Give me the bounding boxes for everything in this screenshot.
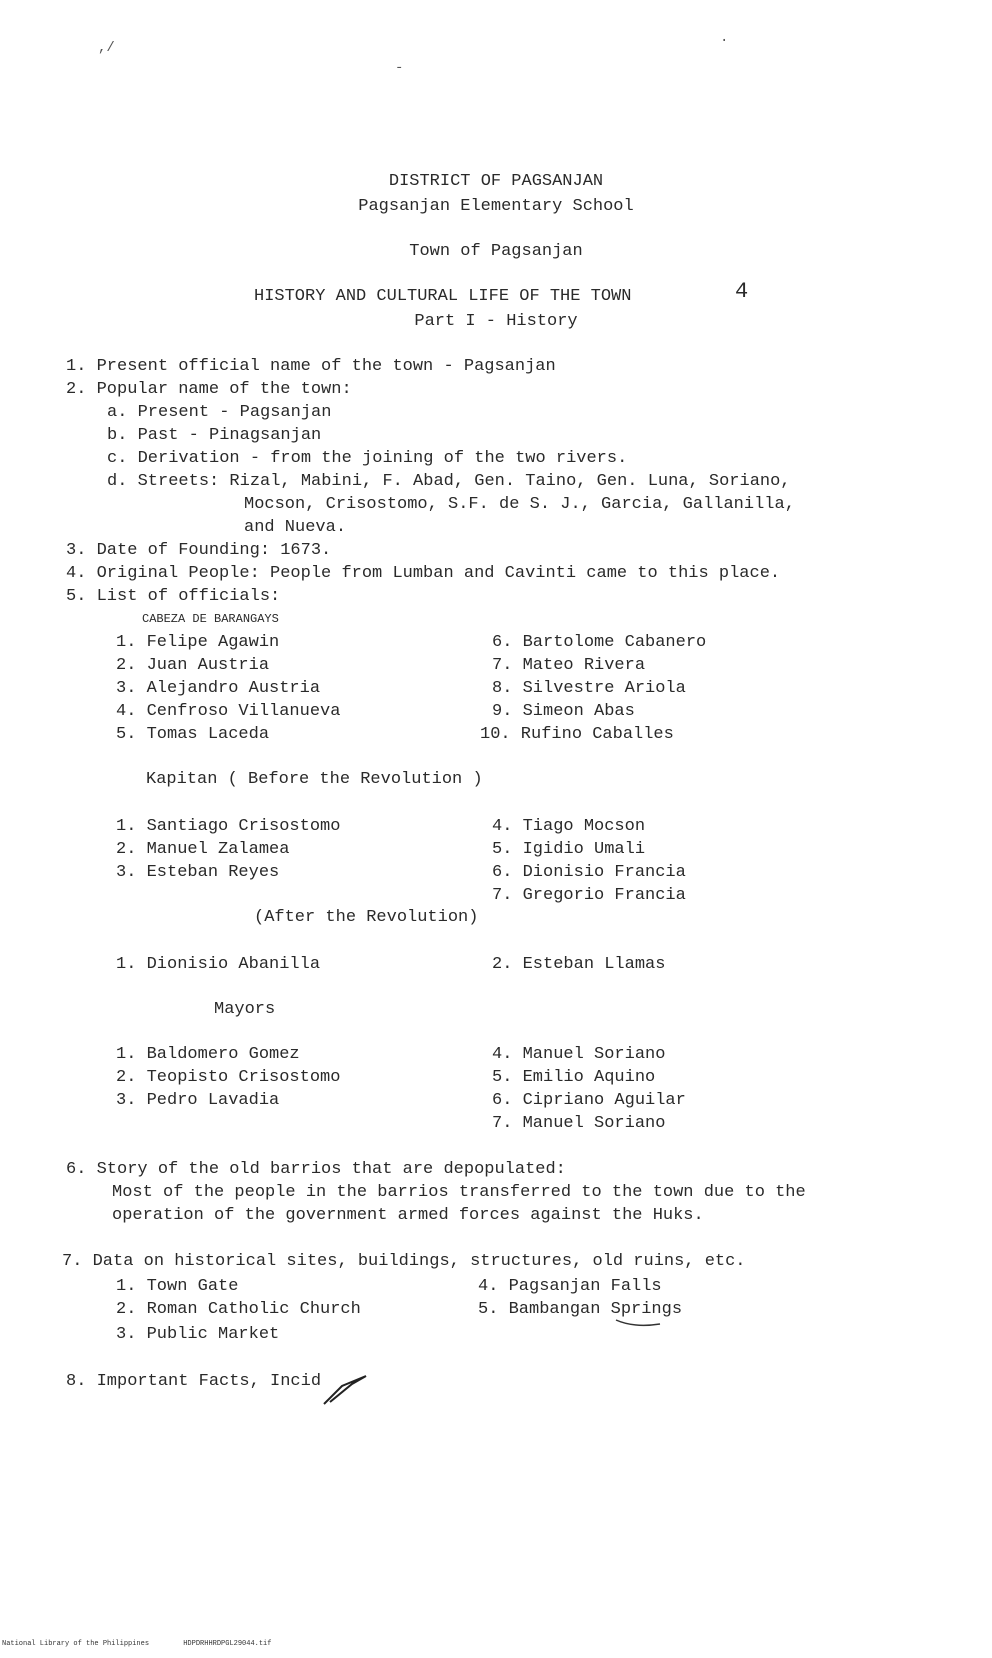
stray-mark: - [395, 60, 404, 76]
part-title: Part I - History [414, 312, 578, 331]
section-8-heading: 8. Important Facts, Incid [66, 1372, 322, 1391]
item-3: 3. Date of Founding: 1673. [66, 541, 332, 560]
stray-mark: ,/ [98, 40, 115, 56]
archive-footer [2, 1640, 301, 1648]
item-5: 5. List of officials: [66, 587, 281, 606]
item-2: 2. Popular name of the town: [66, 380, 352, 399]
stray-mark: . [720, 30, 729, 46]
cabeza-left-item: 2. Juan Austria [116, 656, 270, 675]
kapitan-left-item: 3. Esteban Reyes [116, 863, 280, 882]
cabeza-left-item: 1. Felipe Agawin [116, 633, 280, 652]
site-left-item: 1. Town Gate [116, 1277, 239, 1296]
kapitan-right-item: 4. Tiago Mocson [492, 817, 646, 836]
cabeza-left-item: 5. Tomas Laceda [116, 725, 270, 744]
district-title: DISTRICT OF PAGSANJAN [388, 172, 604, 191]
cabeza-right-item: 6. Bartolome Cabanero [492, 633, 707, 652]
page-number-mark: 4 [735, 279, 749, 304]
kapitan-left-item: 1. Santiago Crisostomo [116, 817, 341, 836]
item-4: 4. Original People: People from Lumban and Cavinti came to this place. [66, 564, 781, 583]
kapitan-left-item: 2. Manuel Zalamea [116, 840, 290, 859]
section-6-text: operation of the government armed forces against the Huks. [112, 1206, 704, 1225]
library-credit: National Library of the Philippines [2, 1640, 150, 1648]
item-2b: b. Past - Pinagsanjan [107, 426, 322, 445]
site-left-item: 2. Roman Catholic Church [116, 1300, 361, 1319]
school-name: Pagsanjan Elementary School [358, 197, 634, 216]
site-left-item: 3. Public Market [116, 1325, 280, 1344]
mayor-left-item: 3. Pedro Lavadia [116, 1091, 280, 1110]
mayor-right-item: 6. Cipriano Aguilar [492, 1091, 686, 1110]
cabeza-right-item: 9. Simeon Abas [492, 702, 635, 721]
item-1: 1. Present official name of the town - Pagsanjan [66, 357, 556, 376]
pen-scribble [322, 1368, 372, 1408]
mayor-left-item: 2. Teopisto Crisostomo [116, 1068, 341, 1087]
after-revolution-right-item: 2. Esteban Llamas [492, 955, 666, 974]
file-name: HDPDRHHRDPGL29044.tif [183, 1640, 272, 1648]
section-6-heading: 6. Story of the old barrios that are depopulated: [66, 1160, 566, 1179]
site-right-item: 5. Bambangan Springs [478, 1300, 683, 1319]
pen-scribble [614, 1310, 664, 1330]
kapitan-right-item: 6. Dionisio Francia [492, 863, 686, 882]
cabeza-heading: CABEZA DE BARANGAYS [142, 612, 279, 626]
kapitan-heading: Kapitan ( Before the Revolution ) [146, 770, 483, 789]
mayor-right-item: 7. Manuel Soriano [492, 1114, 666, 1133]
document-title: HISTORY AND CULTURAL LIFE OF THE TOWN [254, 287, 632, 306]
town-name: Town of Pagsanjan [409, 242, 583, 261]
item-2c: c. Derivation - from the joining of the two rivers. [107, 449, 628, 468]
section-6-text: Most of the people in the barrios transferred to the town due to the [112, 1183, 806, 1202]
cabeza-right-item: 10. Rufino Caballes [480, 725, 674, 744]
item-2d-line3: and Nueva. [244, 518, 347, 537]
mayors-heading: Mayors [214, 1000, 276, 1019]
cabeza-right-item: 8. Silvestre Ariola [492, 679, 686, 698]
mayor-right-item: 4. Manuel Soriano [492, 1045, 666, 1064]
mayor-left-item: 1. Baldomero Gomez [116, 1045, 300, 1064]
item-2d-line2: Mocson, Crisostomo, S.F. de S. J., Garcia, Gallanilla, [244, 495, 795, 514]
item-2a: a. Present - Pagsanjan [107, 403, 332, 422]
site-right-item: 4. Pagsanjan Falls [478, 1277, 662, 1296]
cabeza-left-item: 4. Cenfroso Villanueva [116, 702, 341, 721]
cabeza-left-item: 3. Alejandro Austria [116, 679, 321, 698]
cabeza-right-item: 7. Mateo Rivera [492, 656, 646, 675]
after-revolution-left-item: 1. Dionisio Abanilla [116, 955, 321, 974]
item-2d-line1: d. Streets: Rizal, Mabini, F. Abad, Gen. Taino, Gen. Luna, Soriano, [107, 472, 791, 491]
kapitan-right-item: 5. Igidio Umali [492, 840, 646, 859]
after-revolution-heading: (After the Revolution) [254, 908, 479, 927]
kapitan-right-item: 7. Gregorio Francia [492, 886, 686, 905]
mayor-right-item: 5. Emilio Aquino [492, 1068, 656, 1087]
section-7-heading: 7. Data on historical sites, buildings, structures, old ruins, etc. [62, 1252, 746, 1271]
